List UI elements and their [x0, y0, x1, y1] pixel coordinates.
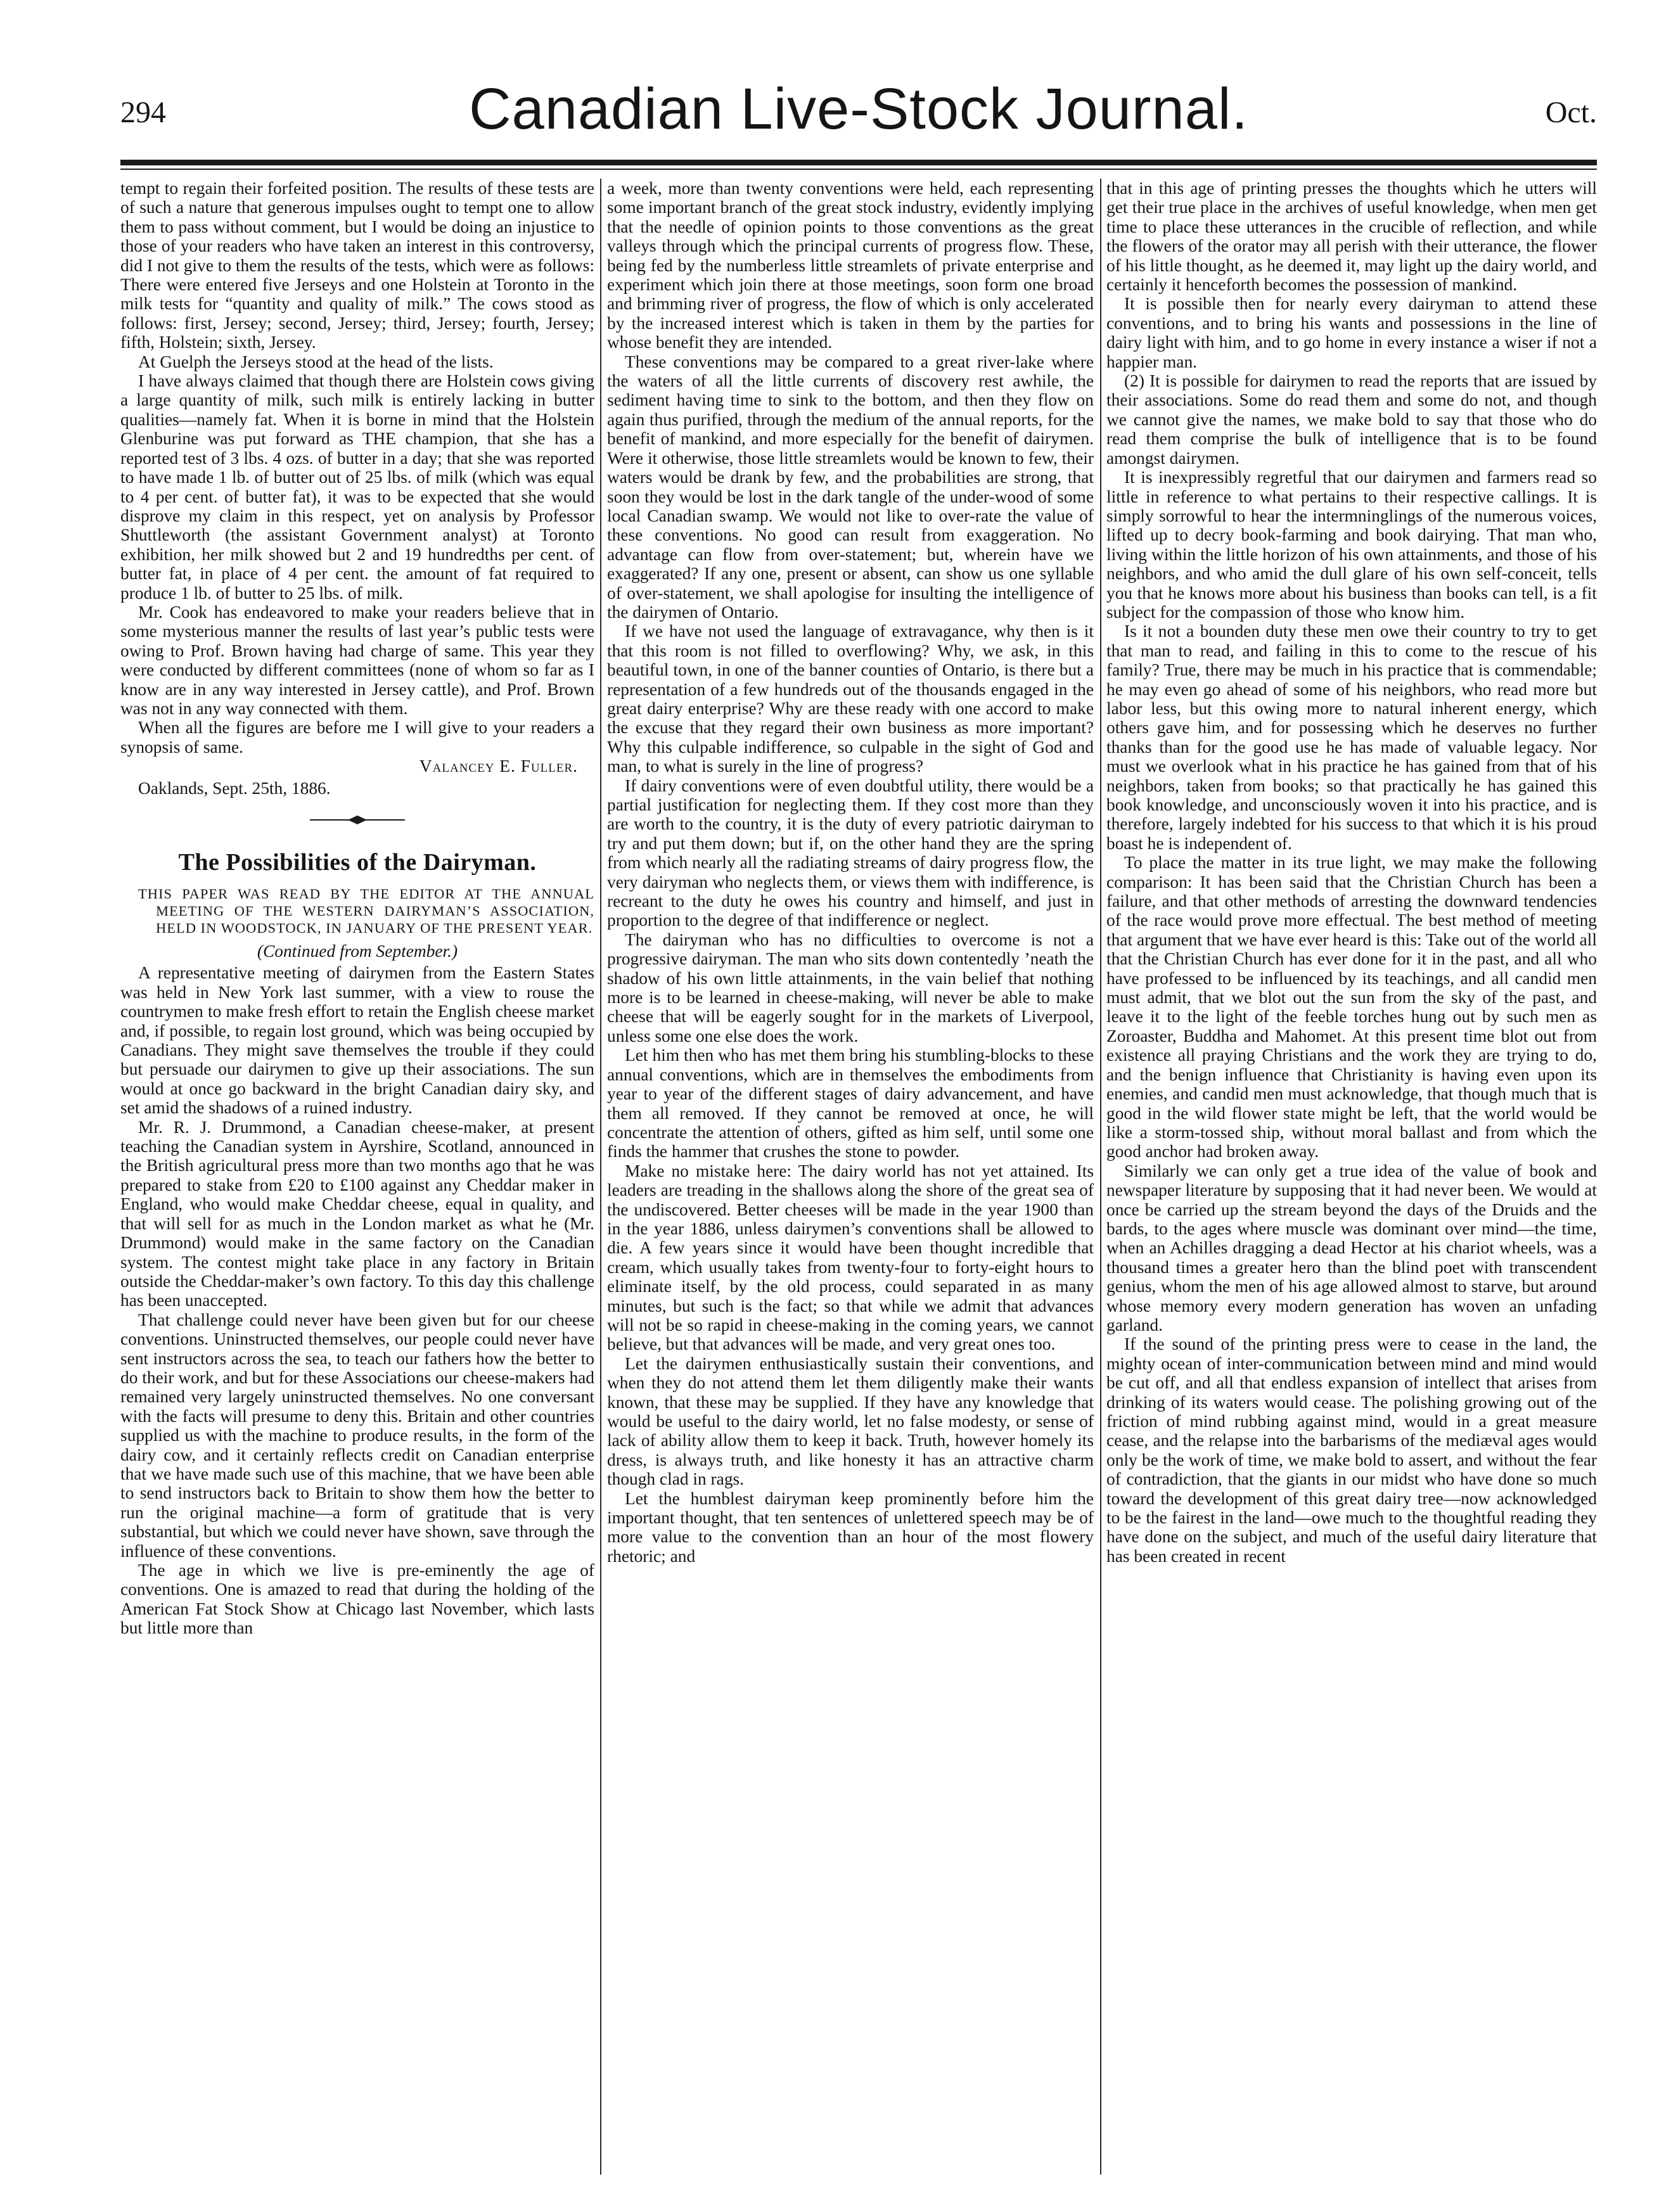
paragraph: Mr. Cook has endeavored to make your readers believe that in some mysterious manner the results of last year’s public tests were owing to Prof. Brown having had charge of same. This year they were conducted by different committees (none of whom so far as I know are in any way interested in Jersey cattle), and Prof. Brown was not in any way connected with them.: [120, 602, 594, 718]
paragraph: I have always claimed that though there are Holstein cows giving a large quantity of milk, such milk is entirely lacking in butter qualities—namely fat. When it is borne in mind that the Holstein Glenburine was put forward as THE champion, that she has a reported test of 3 lbs. 4 ozs. of butter in a day; that she was reported to have made 1 lb. of butter out of 25 lbs. of milk (which was equal to 4 per cent. of butter fat), it was to be expected that she would disprove my claim in this respect, yet on analysis by Professor Shuttleworth (the assistant Government analyst) at Toronto exhibition, her milk showed but 2 and 19 hundredths per cent. of butter fat, in place of 4 per cent. the amount of fat required to produce 1 lb. of butter to 25 lbs. of milk.: [120, 371, 594, 603]
paragraph: If dairy conventions were of even doubtful utility, there would be a partial justification for neglecting them. If they cost more than they are worth to the country, it is the duty of every patriotic dairyman to try and put them down; but if, on the other hand they are the spring from which nearly all the radiating streams of dairy progress flow, the very dairyman who neglects them, or views them with indifference, is recreant to the duty he owes his country and himself, and just in proportion to the degree of that indifference or neglect.: [607, 776, 1094, 930]
letter-signature: Valancey E. Fuller.: [419, 757, 578, 776]
letter-body: [120, 179, 594, 757]
paragraph: It is inexpressibly regretful that our dairymen and farmers read so little in reference to what pertains to their respective callings. It is simply sorrowful to hear the intermninglings of the numerous voices, lifted up to decry book-farming and book dairying. That man who, living within the little horizon of his own attainments, and those of his neighbors, and who amid the dull glare of his own self-conceit, tells you that he knows more about his business than books can tell, is a fit subject for the compassion of those who know him.: [1106, 468, 1597, 622]
page-number: 294: [120, 96, 166, 129]
paragraph: (2) It is possible for dairymen to read the reports that are issued by their associations. Some do read them and some do not, and though we cannot give the names, we make bold to say that those who do read them comprise the bulk of intelligence that is to be found amongst dairymen.: [1106, 371, 1597, 468]
article-title: The Possibilities of the Dairyman.: [178, 849, 537, 876]
paragraph: It is possible then for nearly every dairyman to attend these conventions, and to bring his wants and possessions in the line of dairy light with him, and to go home in every instance a wiser if not a happier man.: [1106, 294, 1597, 371]
paragraph: tempt to regain their forfeited position. The results of these tests are of such a nature that generous impulses ought to tempt one to allow them to pass without comment, but I would be doing an injustice to those of your readers who have taken an interest in this controversy, did I not give to them the results of the tests, which were as follows: There were entered five Jerseys and one Holstein at Toronto in the milk tests for “quantity and quality of milk.” The cows stood as follows: first, Jersey; second, Jersey; third, Jersey; fourth, Jersey; fifth, Holstein; sixth, Jersey.: [120, 179, 594, 352]
header-rule-thick: [120, 160, 1597, 165]
paragraph: If we have not used the language of extravagance, why then is it that this room is not filled to overflowing? Why, we ask, in this beautiful town, in one of the banner counties of Ontario, is there but a representation of a few hundreds out of the thousands engaged in the great dairy enterprise? Why are these ready with one accord to make the excuse that they regard their own business as more important? Why this culpable indifference, so culpable in the sight of God and man, to what is surely in the line of progress?: [607, 622, 1094, 776]
masthead: [120, 57, 1597, 152]
paragraph: At Guelph the Jerseys stood at the head of the lists.: [138, 352, 494, 371]
paragraph: To place the matter in its true light, we may make the following comparison: It has been said that the Christian Church has been a failure, and that other methods of arresting the downward tendencies of the race would prove more effectual. The best method of meeting that argument that we have ever heard is this: Take out of the world all that the Christian Church has ever done for it in the past, and all who have professed to be influenced by its teachings, and all candid men must admit, that we blot out the sun from the sky of the past, and leave it to the light of the feeble torches hung out by such men as Zoroaster, Buddha and Mahomet. At this present time blot out from existence all praying Christians and the work they are trying to do, and the benign influence that Christianity is having even upon its enemies, and candid men must acknowledge, that though much that is good in the wild flower state might be left, that the world would be like a storm-tossed ship, without moral ballast and from which the good anchor had broken away.: [1106, 853, 1597, 1161]
article-body-end: [1106, 179, 1597, 1566]
section-separator: [120, 815, 594, 824]
paragraph: If the sound of the printing press were to cease in the land, the mighty ocean of inter-communication between mind and mind would be cut off, and all that endless expansion of intellect that arises from drinking of its waters would cease. The polishing growing out of the friction of mind rubbing against mind, would in a great measure cease, and the relapse into the barbarisms of the mediæval ages would only be the work of time, we make bold to assert, and without the fear of contradiction, that the giants in our midst who have done so much toward the development of this great dairy tree—now acknowledged to be the fairest in the land—owe much to the thoughtful reading they have done on the subject, and much of the useful dairy literature that has been created in recent: [1106, 1334, 1597, 1566]
continued-note: (Continued from September.): [257, 942, 458, 961]
paragraph: Let the humblest dairyman keep prominently before him the important thought, that ten sentences of unlettered speech may be of more value to the convention than an hour of the most flowery rhetoric; and: [607, 1488, 1094, 1566]
column-2: [607, 179, 1094, 2181]
paragraph: Let him then who has met them bring his stumbling-blocks to these annual conventions, which are in themselves the embodiments from year to year of the different stages of dairy advancement, and have them all removed. If they cannot be removed at once, he will concentrate the attention of others, gifted as him self, until some one finds the hammer that crushes the stone to powder.: [607, 1045, 1094, 1161]
issue-month: Oct.: [1545, 96, 1597, 129]
paragraph: that in this age of printing presses the thoughts which he utters will get their true place in the archives of useful knowledge, when men get time to place these utterances in the crucible of reflection, and while the flowers of the orator may all perish with their utterance, the flower of his little thought, as he deemed it, may light up the dairy world, and certainly it henceforth becomes the possession of mankind.: [1106, 179, 1597, 295]
header-rule-thin: [120, 169, 1597, 170]
paragraph: When all the figures are before me I will give to your readers a synopsis of same.: [120, 718, 594, 757]
paragraph: Make no mistake here: The dairy world has not yet attained. Its leaders are treading in the shallows along the shore of the great sea of the undiscovered. Better cheeses will be made in the year 1900 than in the year 1886, unless dairymen’s conventions shall be allowed to die. A few years since it would have been thought incredible that cream, which usually takes from twenty-four to forty-eight hours to eliminate itself, by the old process, could separated in as many minutes, but such is the fact; so that while we admit that advances will not be so rapid in cheese-making in the coming years, we cannot believe, but that advances will be made, and very great ones too.: [607, 1161, 1094, 1354]
column-3: [1106, 179, 1597, 2181]
journal-title: Canadian Live-Stock Journal.: [469, 77, 1248, 141]
column-divider-1: [600, 179, 601, 2175]
paragraph: Is it not a bounden duty these men owe their country to try to get that man to read, and failing in this to come to the rescue of his family? True, there may be much in his practice that is commendable; he may even go ahead of some of his neighbors, who read more but labor less, but this owing more to natural inherent energy, which others gave him, and for possessing which he deserves no further thanks than for the good use he has made of valuable legacy. Nor must we overlook what in his practice he has gained from that of his neighbors, taken from books; so that practically he has gained this book knowledge, and unconsciously woven it into his practice, and is therefore, largely indebted for his success to that which it is his proud boast he is independent of.: [1106, 622, 1597, 853]
paragraph: Mr. R. J. Drummond, a Canadian cheese-maker, at present teaching the Canadian system in Ayrshire, Scotland, announced in the British agricultural press more than two months ago that he was prepared to stake from £20 to £100 against any Cheddar maker in England, who would make Cheddar cheese, equal in quality, and that will sell for as much in the London market as what he (Mr. Drummond) would make in the same factory on the Canadian system. The contest might take place in any factory in Britain outside the Cheddar-maker’s own factory. To this day this challenge has been unaccepted.: [120, 1117, 594, 1310]
article-intro: THIS PAPER WAS READ BY THE EDITOR AT THE ANNUAL MEETING OF THE WESTERN DAIRYMAN’S ASSOCIATION, HELD IN WOODSTOCK, IN JANUARY OF THE PRESENT YEAR.: [138, 886, 594, 936]
paragraph: That challenge could never have been given but for our cheese conventions. Uninstructed themselves, our people could never have sent instructors across the sea, to teach our fathers how the better to do their work, and but for these Associations our cheese-makers had remained very largely uninstructed themselves. No one conversant with the facts will presume to deny this. Britain and other countries supplied us with the machine to produce results, in the form of the dairy cow, and it certainly reflects credit on Canadian enterprise that we have made such use of this machine, that we have been able to send instructors back to Britain to show them how the better to run the original machine—a form of gratitude that is very substantial, but which we could never have shown, save through the influence of these conventions.: [120, 1310, 594, 1561]
article-body-middle: [607, 179, 1094, 1566]
paragraph: A representative meeting of dairymen from the Eastern States was held in New York last summer, with a view to rouse the countrymen to make fresh effort to retain the English cheese market and, if possible, to regain lost ground, which was being occupied by Canadians. They might save themselves the trouble if they could but persuade our dairymen to give up their associations. The sun would at once go backward in the bright Canadian dairy sky, and set amid the shadows of a ruined industry.: [120, 963, 594, 1118]
column-1: [120, 179, 594, 2181]
paragraph: The dairyman who has no difficulties to overcome is not a progressive dairyman. The man who sits down contentedly ’neath the shadow of his own little attainments, in the vain belief that nothing more is to be learned in cheese-making, will never be able to make cheese that will be eagerly sought for in the markets of Liverpool, unless some one else does the work.: [607, 930, 1094, 1045]
separator-ornament: [310, 815, 405, 824]
paragraph: a week, more than twenty conventions were held, each representing some important branch of the great stock industry, evidently implying that the needle of opinion points to those conventions as the great valleys through which the principal currents of progress flow. These, being fed by the numberless little streamlets of private enterprise and experiment which join there at those meetings, soon form one broad and brimming river of progress, the flow of which is only accelerated by the increased interest which is taken in them by the parties for whose benefit they are intended.: [607, 179, 1094, 352]
article-body-start: [120, 963, 594, 1637]
paragraph: Similarly we can only get a true idea of the value of book and newspaper literature by supposing that it had never been. We would at once be carried up the stream beyond the days of the Druids and the bards, to the ages where muscle was dominant over mind—the time, when an Achilles dragging a dead Hector at his chariot wheels, was a thousand times a greater hero than the blind poet with transcendent genius, whom the men of his age allowed almost to starve, but around whose memory every modern generation has woven an unfading garland.: [1106, 1161, 1597, 1334]
column-divider-2: [1100, 179, 1101, 2175]
paragraph: Let the dairymen enthusiastically sustain their conventions, and when they do not attend them let them diligently make their wants known, that these may be supplied. If they have any knowledge that would be useful to the dairy world, let no false modesty, or sense of lack of ability allow them to keep it back. Truth, however homely its dress, is always truth, and like honesty it has an attractive charm though clad in rags.: [607, 1353, 1094, 1489]
paragraph: These conventions may be compared to a great river-lake where the waters of all the little currents of discovery rest awhile, the sediment having time to sink to the bottom, and then they flow on again thus purified, through the medium of the annual reports, for the benefit of mankind, and more especially for the benefit of dairymen. Were it otherwise, those little streamlets would be known to few, their waters would be drank by few, and the probabilities are strong, that soon they would be lost in the dark tangle of the under-wood of some local Canadian swamp. We would not like to over-rate the value of these conventions. No good can result from exaggeration. No advantage can flow from over-statement; but, wherein have we exaggerated? If any one, present or absent, can show us one syllable of over-statement, we shall apologise for insulting the intelligence of the dairymen of Ontario.: [607, 352, 1094, 622]
letter-dateline: Oaklands, Sept. 25th, 1886.: [138, 778, 331, 798]
paragraph: The age in which we live is pre-eminently the age of conventions. One is amazed to read that during the holding of the American Fat Stock Show at Chicago last November, which lasts but little more than: [120, 1561, 594, 1638]
